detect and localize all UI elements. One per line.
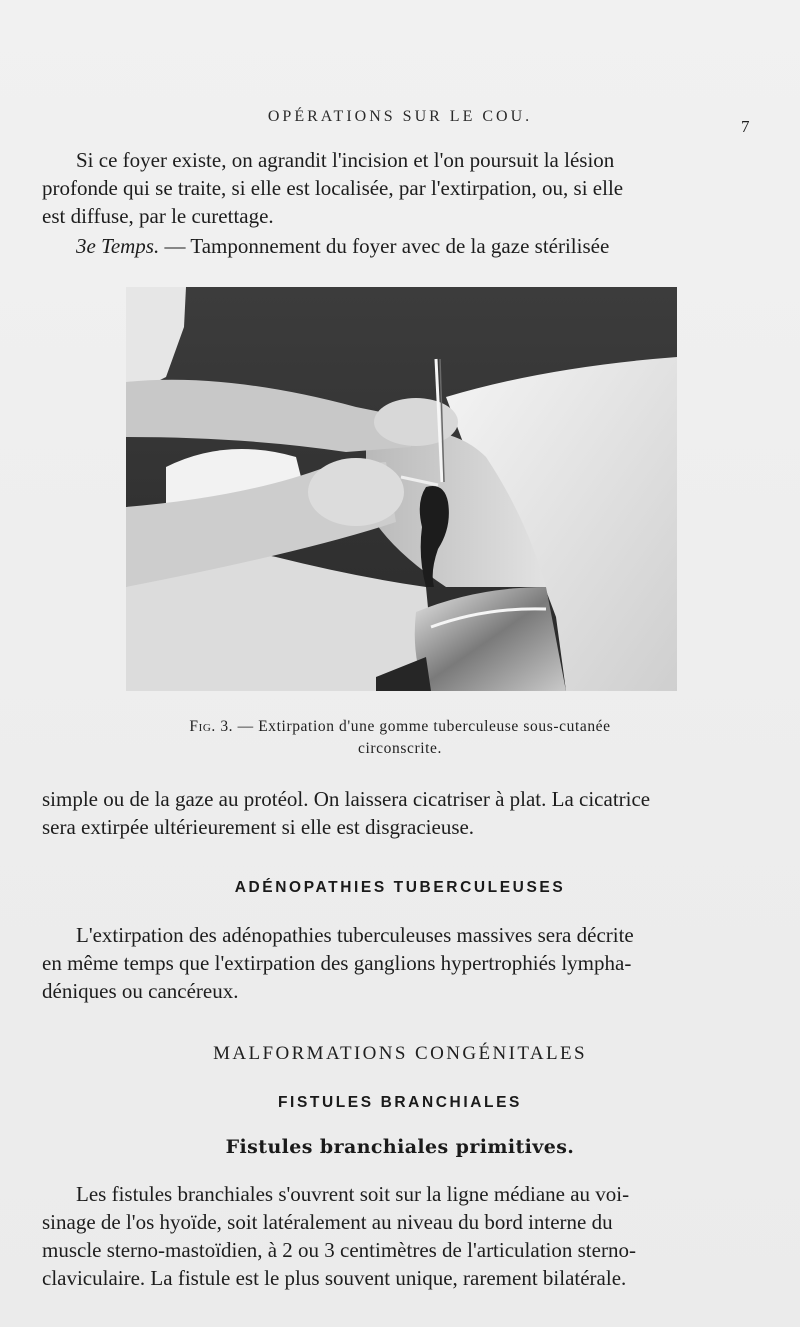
text-line: en même temps que l'extirpation des ganglions hypertrophiés lympha- xyxy=(42,951,632,975)
page-number: 7 xyxy=(741,117,750,136)
text-line: sera extirpée ultérieurement si elle est disgracieuse. xyxy=(42,815,475,839)
text-line: est diffuse, par le curettage. xyxy=(42,204,274,228)
subsection-heading-fistules-primitives: Fistules branchiales primitives. xyxy=(225,1136,575,1158)
text-line: profonde qui se traite, si elle est localisée, par l'extirpation, ou, si elle xyxy=(42,176,624,200)
step-text: — Tamponnement du foyer avec de la gaze stérilisée xyxy=(164,234,610,258)
caption-text: — Extirpation d'une gomme tuberculeuse sous-cutanée xyxy=(237,718,611,735)
text-line: claviculaire. La fistule est le plus souvent unique, rarement bilatérale. xyxy=(42,1266,627,1290)
paragraph-temps xyxy=(42,232,757,260)
text-line: L'extirpation des adénopathies tuberculeuses massives sera décrite xyxy=(76,923,634,947)
paragraph-adenopathies xyxy=(42,921,757,1005)
figure-caption xyxy=(100,716,700,760)
text-line: Si ce foyer existe, on agrandit l'incision et l'on poursuit la lésion xyxy=(76,148,615,172)
text-line: sinage de l'os hyoïde, soit latéralement au niveau du bord interne du xyxy=(42,1210,613,1234)
paragraph-foyer xyxy=(42,146,757,230)
text-line: simple ou de la gaze au protéol. On laissera cicatriser à plat. La cicatrice xyxy=(42,787,651,811)
text-line: déniques ou cancéreux. xyxy=(42,979,239,1003)
text-line: Les fistules branchiales s'ouvrent soit sur la ligne médiane au voi- xyxy=(76,1182,630,1206)
step-label: 3e Temps. xyxy=(76,234,160,258)
text-line xyxy=(42,232,757,260)
paragraph-fistules xyxy=(42,1180,757,1292)
section-heading-adenopathies: ADÉNOPATHIES TUBERCULEUSES xyxy=(234,879,566,896)
chapter-heading-malformations: MALFORMATIONS CONGÉNITALES xyxy=(213,1043,587,1064)
text-line: muscle sterno-mastoïdien, à 2 ou 3 centimètres de l'articulation sterno- xyxy=(42,1238,636,1262)
surgical-photograph xyxy=(126,287,677,691)
caption-line xyxy=(100,716,700,738)
figure-label: Fig. 3. xyxy=(189,718,234,735)
caption-line: circonscrite. xyxy=(358,740,442,757)
section-heading-fistules: FISTULES BRANCHIALES xyxy=(277,1094,523,1111)
paragraph-gaze xyxy=(42,785,757,841)
running-title: OPÉRATIONS SUR LE COU. xyxy=(267,108,533,125)
